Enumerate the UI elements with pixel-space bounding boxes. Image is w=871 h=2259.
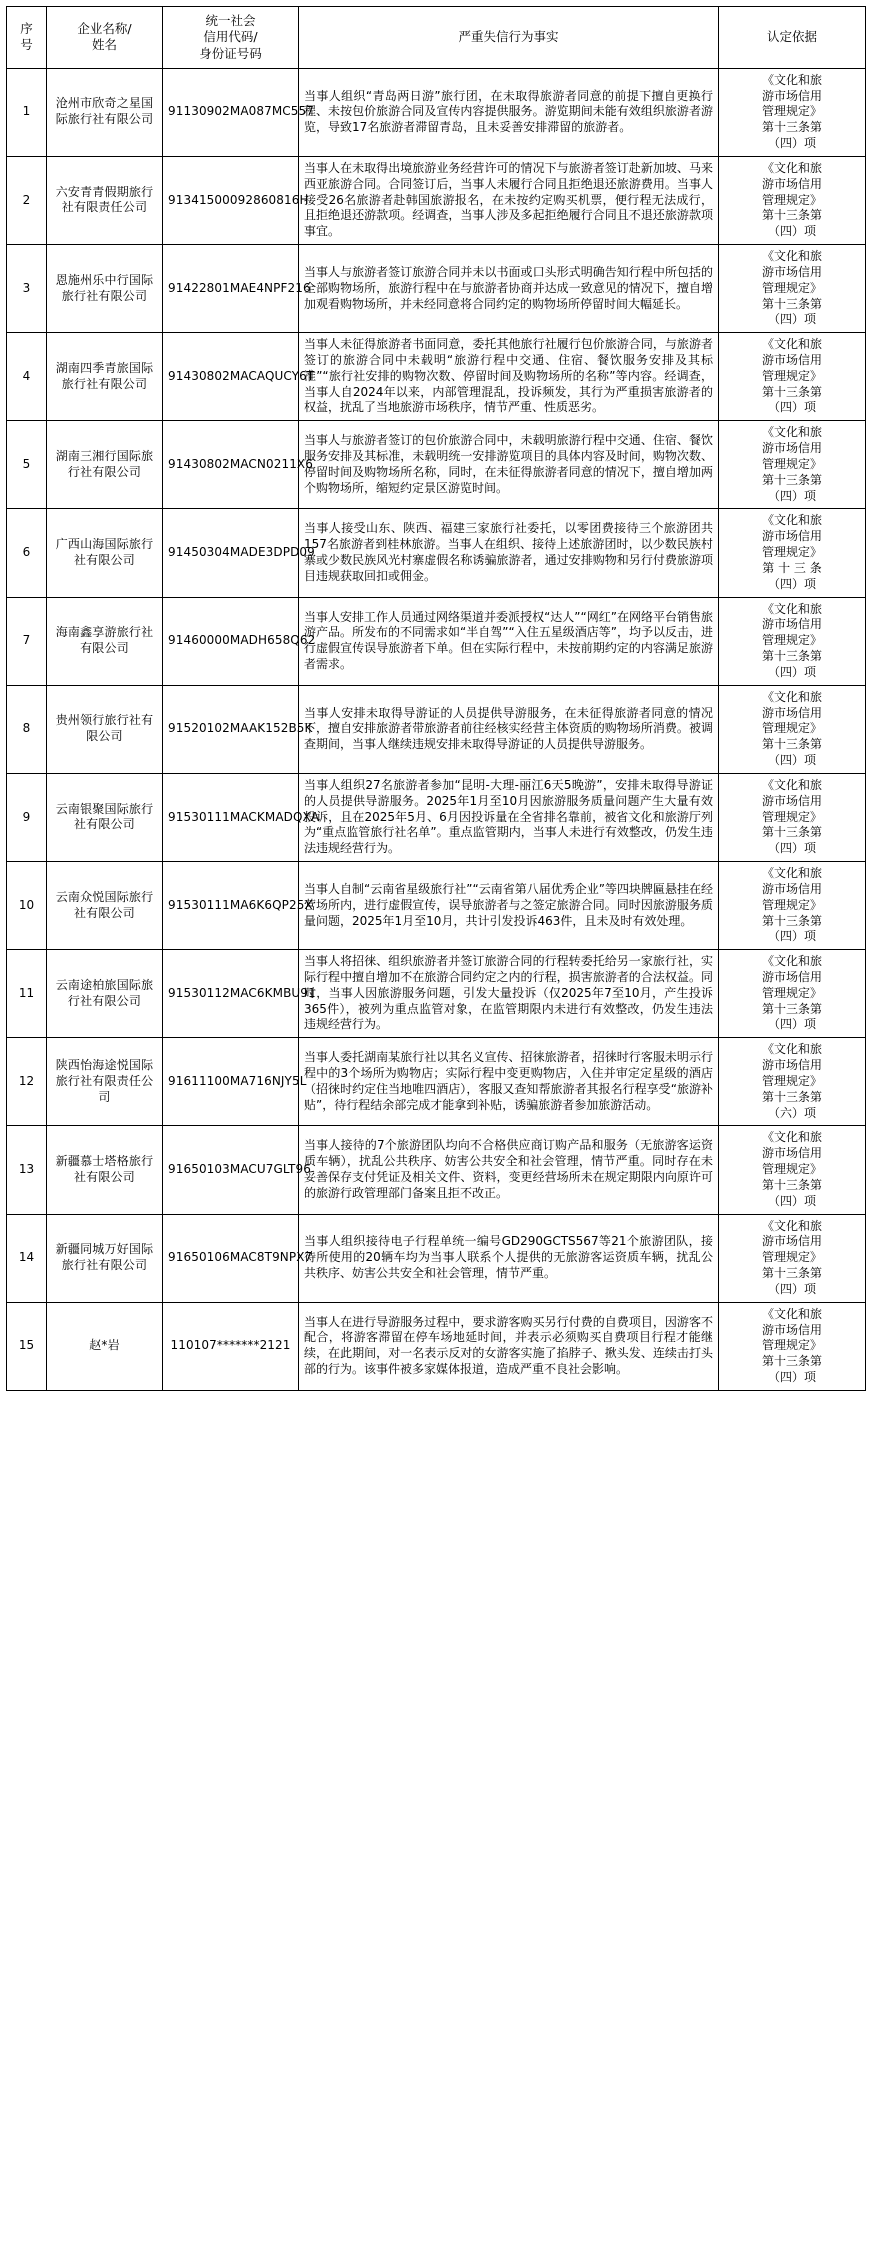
basis-line: 游市场信用 [761,617,822,632]
entity-name: 陕西怡海途悦国际旅行社有限责任公司 [47,1038,163,1126]
basis-line: （四）项 [767,136,816,151]
table-row [7,685,866,773]
header-line: 姓名 [91,37,117,53]
credit-code: 91520102MAAK152B5K [163,685,299,773]
row-index: 7 [7,597,47,685]
entity-name: 湖南四季青旅国际旅行社有限公司 [47,333,163,421]
credit-code: 91611100MA716NJY5L [163,1038,299,1126]
header-line: 信用代码/ [203,29,258,45]
basis-line: 《文化和旅 [761,160,822,175]
basis-line: （四）项 [767,841,816,856]
basis-line: 游市场信用 [761,881,822,896]
legal-basis [719,68,866,156]
basis-line: 第十三条第 [761,1177,822,1192]
header-row [7,7,866,69]
dishonesty-fact: 当事人组织接待电子行程单统一编号GD290GCTS567等21个旅游团队，接待所使用的20辆车均为当事人联系个人提供的无旅游客运资质车辆，扰乱公共秩序、妨害公共安全和社会管理，情节严重。 [299,1214,719,1302]
basis-line: 第十三条第 [761,913,822,928]
credit-code: 91650106MAC8T9NPX7 [163,1214,299,1302]
dishonesty-fact: 当事人安排工作人员通过网络渠道并委派授权“达人”“网红”在网络平台销售旅游产品。所发布的不同需求如“半自驾”“入住五星级酒店等”，均予以反击，进行虚假宣传误导旅游者下单。但在实际行程中，未按前期约定的内容满足旅游者需求。 [299,597,719,685]
legal-basis [719,597,866,685]
basis-line: 管理规定》 [761,104,822,119]
table-row [7,862,866,950]
basis-line: （四）项 [767,664,816,679]
table-row [7,1214,866,1302]
basis-line: 《文化和旅 [761,513,822,528]
basis-line: 游市场信用 [761,793,822,808]
basis-line: 管理规定》 [761,1250,822,1265]
table-row [7,421,866,509]
table-row [7,597,866,685]
row-index: 6 [7,509,47,597]
entity-name: 湖南三湘行国际旅行社有限公司 [47,421,163,509]
basis-line: 管理规定》 [761,545,822,560]
column-header-basis [719,7,866,69]
header-line: 身份证号码 [199,45,262,61]
legal-basis [719,509,866,597]
basis-line: 游市场信用 [761,1146,822,1161]
credit-code: 91430802MACN0211X6 [163,421,299,509]
basis-line: 第十三条第 [761,208,822,223]
basis-line: 第十三条第 [761,649,822,664]
basis-line: 游市场信用 [761,705,822,720]
basis-line: 游市场信用 [761,264,822,279]
table-row [7,156,866,244]
basis-line: 第十三条第 [761,1266,822,1281]
entity-name: 恩施州乐中行国际旅行社有限公司 [47,245,163,333]
basis-line: （四）项 [767,224,816,239]
basis-line: 《文化和旅 [761,866,822,881]
basis-line: 第十三条第 [761,1001,822,1016]
basis-line: （四）项 [767,753,816,768]
row-index: 8 [7,685,47,773]
basis-line: 管理规定》 [761,809,822,824]
header-line: 严重失信行为事实 [458,29,559,45]
dishonesty-fact: 当事人安排未取得导游证的人员提供导游服务，在未征得旅游者同意的情况下，擅自安排旅游者带旅游者前往经核实经营主体资质的购物场所消费。被调查期间，当事人继续违规安排未取得导游证的人员提供导游服务。 [299,685,719,773]
table-row [7,245,866,333]
basis-line: 第十三条第 [761,825,822,840]
dishonesty-fact: 当事人未征得旅游者书面同意，委托其他旅行社履行包价旅游合同，与旅游者签订的旅游合同中未载明“旅游行程中交通、住宿、餐饮服务安排及其标准”“旅行社安排的购物次数、停留时间及购物场所的名称”等内容。经调查，当事人自2024年以来，内部管理混乱，投诉频发，其行为严重损害旅游者的权益，扰乱了当地旅游市场秩序，情节严重、性质恶劣。 [299,333,719,421]
legal-basis [719,685,866,773]
table-head [7,7,866,69]
column-header-fact [299,7,719,69]
row-index: 9 [7,773,47,861]
basis-line: 《文化和旅 [761,1042,822,1057]
basis-line: 游市场信用 [761,1234,822,1249]
basis-line: 第十三条第 [761,737,822,752]
basis-line: 管理规定》 [761,192,822,207]
basis-line: 游市场信用 [761,88,822,103]
credit-code: 91530111MACKMADQXA [163,773,299,861]
legal-basis [719,1038,866,1126]
basis-line: （四）项 [767,400,816,415]
header-line: 认定依据 [766,29,817,45]
dishonesty-fact: 当事人接待的7个旅游团队均向不合格供应商订购产品和服务（无旅游客运资质车辆），扰乱公共秩序、妨害公共安全和社会管理，情节严重。同时存在未妥善保存支付凭证及相关文件、资料，变更经营场所未在规定期限内向原许可的旅游行政管理部门备案且拒不改正。 [299,1126,719,1214]
basis-line: （四）项 [767,1370,816,1385]
basis-line: 第十三条第 [761,1354,822,1369]
legal-basis [719,1302,866,1390]
basis-line: （四）项 [767,576,816,591]
basis-line: 《文化和旅 [761,601,822,616]
row-index: 11 [7,950,47,1038]
basis-line: 游市场信用 [761,441,822,456]
row-index: 14 [7,1214,47,1302]
basis-line: 管理规定》 [761,1162,822,1177]
row-index: 2 [7,156,47,244]
basis-line: 游市场信用 [761,176,822,191]
entity-name: 云南途柏旅国际旅行社有限公司 [47,950,163,1038]
table-row [7,1302,866,1390]
credit-code: 110107*******2121 [163,1302,299,1390]
legal-basis [719,245,866,333]
table-row [7,773,866,861]
basis-line: （四）项 [767,929,816,944]
dishonesty-fact: 当事人与旅游者签订旅游合同并未以书面或口头形式明确告知行程中所包括的全部购物场所，旅游行程中在与旅游者协商并达成一致意见的情况下，擅自增加观看购物场所，并未经同意将合同约定的购物场所停留时间大幅延长。 [299,245,719,333]
legal-basis [719,1126,866,1214]
basis-line: 管理规定》 [761,633,822,648]
entity-name: 云南银聚国际旅行社有限公司 [47,773,163,861]
legal-basis [719,950,866,1038]
row-index: 4 [7,333,47,421]
basis-line: 管理规定》 [761,1338,822,1353]
basis-line: 第 十 三 条 [762,560,822,575]
row-index: 3 [7,245,47,333]
credit-code: 91530111MA6K6QP25X [163,862,299,950]
basis-line: 《文化和旅 [761,689,822,704]
entity-name: 沧州市欣奇之星国际旅行社有限公司 [47,68,163,156]
entity-name: 六安青青假期旅行社有限责任公司 [47,156,163,244]
credit-code: 91530112MAC6KMBU91 [163,950,299,1038]
dishonesty-fact: 当事人组织27名旅游者参加“昆明-大理-丽江6天5晚游”，安排未取得导游证的人员提供导游服务。2025年1月至10月因旅游服务质量问题产生大量有效投诉，且在2025年5月、6月因投诉量在全省排名靠前，被省文化和旅游厅列为“重点监管旅行社名单”。重点监管期内，当事人未进行有效整改，仍发生违法违规经营行为。 [299,773,719,861]
basis-line: 《文化和旅 [761,954,822,969]
column-header-code [163,7,299,69]
dishonesty-fact: 当事人委托湖南某旅行社以其名义宣传、招徕旅游者，招徕时行客服未明示行程中的3个场所为购物店；实际行程中变更购物店，入住并审定定星级的酒店（招徕时约定住当地唯四酒店），客服又查知帮旅游者其报名行程享受“旅游补贴”，待行程结余部完成才能拿到补贴，诱骗旅游者参加旅游活动。 [299,1038,719,1126]
legal-basis [719,862,866,950]
row-index: 10 [7,862,47,950]
table-row [7,68,866,156]
basis-line: 游市场信用 [761,529,822,544]
credit-code: 91430802MACAQUCY6T [163,333,299,421]
basis-line: 《文化和旅 [761,1130,822,1145]
dishonesty-fact: 当事人与旅游者签订的包价旅游合同中，未载明旅游行程中交通、住宿、餐饮服务安排及其标准，未载明统一安排游览项目的具体内容及时间，购物次数、停留时间及购物场所名称，同时，在未征得旅游者同意的情况下，擅自增加两个购物场所，缩短约定景区游览时间。 [299,421,719,509]
basis-line: 《文化和旅 [761,1218,822,1233]
basis-line: 管理规定》 [761,897,822,912]
table-row [7,509,866,597]
credit-code: 91450304MADE3DPD09 [163,509,299,597]
basis-line: （四）项 [767,312,816,327]
header-line: 号 [20,37,33,53]
credit-code: 91422801MAE4NPF216 [163,245,299,333]
basis-line: 《文化和旅 [761,425,822,440]
basis-line: 管理规定》 [761,368,822,383]
basis-line: 游市场信用 [761,1058,822,1073]
dishonesty-fact: 当事人接受山东、陕西、福建三家旅行社委托，以零团费接待三个旅游团共157名旅游者到桂林旅游。当事人在组织、接待上述旅游团时，以少数民族村寨或少数民族风光村寨虚假名称诱骗旅游者，通过安排购物和另行付费旅游项目违规获取回扣或佣金。 [299,509,719,597]
entity-name: 新疆同城万好国际旅行社有限公司 [47,1214,163,1302]
basis-line: 第十三条第 [761,120,822,135]
table-row [7,1038,866,1126]
basis-line: 《文化和旅 [761,1306,822,1321]
basis-line: 第十三条第 [761,296,822,311]
entity-name: 海南鑫享游旅行社有限公司 [47,597,163,685]
basis-line: 游市场信用 [761,969,822,984]
basis-line: 《文化和旅 [761,337,822,352]
basis-line: 管理规定》 [761,721,822,736]
basis-line: 《文化和旅 [761,72,822,87]
basis-line: 第十三条第 [761,384,822,399]
basis-line: 《文化和旅 [761,249,822,264]
row-index: 15 [7,1302,47,1390]
entity-name: 新疆慕士塔格旅行社有限公司 [47,1126,163,1214]
row-index: 1 [7,68,47,156]
legal-basis [719,421,866,509]
basis-line: 管理规定》 [761,280,822,295]
header-line: 序 [20,21,33,37]
legal-basis [719,156,866,244]
header-line: 企业名称/ [77,21,132,37]
credit-code: 91650103MACU7GLT96 [163,1126,299,1214]
table-row [7,950,866,1038]
credit-code: 91130902MA087MC557 [163,68,299,156]
basis-line: 管理规定》 [761,985,822,1000]
credit-code: 91341500092860816H [163,156,299,244]
column-header-name [47,7,163,69]
basis-line: 管理规定》 [761,456,822,471]
basis-line: 第十三条第 [761,472,822,487]
serious-dishonesty-table [6,6,866,1391]
basis-line: （四）项 [767,1193,816,1208]
basis-line: 管理规定》 [761,1073,822,1088]
legal-basis [719,773,866,861]
credit-code: 91460000MADH658Q62 [163,597,299,685]
basis-line: 第十三条第 [761,1089,822,1104]
dishonesty-fact: 当事人在进行导游服务过程中，要求游客购买另行付费的自费项目，因游客不配合，将游客滞留在停车场地延时间，并表示必须购买自费项目行程才能继续，在此期间，对一名表示反对的女游客实施了掐脖子、揪头发、连续击打头部的行为。该事件被多家媒体报道，造成严重不良社会影响。 [299,1302,719,1390]
table-body [7,68,866,1390]
table-row [7,333,866,421]
row-index: 5 [7,421,47,509]
row-index: 13 [7,1126,47,1214]
dishonesty-fact: 当事人在未取得出境旅游业务经营许可的情况下与旅游者签订赴新加坡、马来西亚旅游合同。合同签订后，当事人未履行合同且拒绝退还旅游费用。当事人接受26名旅游者赴韩国旅游报名，在未按约定购买机票，便行程无法成行，且拒绝退还游款项。经调查，当事人涉及多起拒绝履行合同且不退还旅游款项事宜。 [299,156,719,244]
legal-basis [719,1214,866,1302]
dishonesty-fact: 当事人将招徕、组织旅游者并签订旅游合同的行程转委托给另一家旅行社，实际行程中擅自增加不在旅游合同约定之内的行程，损害旅游者的合法权益。同时，当事人因旅游服务问题，引发大量投诉（仅2025年7至10月，产生投诉365件），被列为重点监管对象，在监管期限内未进行有效整改，仍发生违法违规经营行为。 [299,950,719,1038]
dishonesty-fact: 当事人组织“青岛两日游”旅行团，在未取得旅游者同意的前提下擅自更换行程、未按包价旅游合同及宣传内容提供服务。游览期间未能有效组织旅游者游览，导致17名旅游者滞留青岛，且未妥善安排滞留的旅游者。 [299,68,719,156]
basis-line: （四）项 [767,1017,816,1032]
entity-name: 赵*岩 [47,1302,163,1390]
row-index: 12 [7,1038,47,1126]
legal-basis [719,333,866,421]
basis-line: （六）项 [767,1105,816,1120]
basis-line: 游市场信用 [761,1322,822,1337]
header-line: 统一社会 [205,13,256,28]
basis-line: （四）项 [767,1281,816,1296]
column-header-index [7,7,47,69]
basis-line: （四）项 [767,488,816,503]
basis-line: 游市场信用 [761,353,822,367]
basis-line: 《文化和旅 [761,777,822,792]
dishonesty-fact: 当事人自制“云南省星级旅行社”“云南省第八届优秀企业”等四块牌匾悬挂在经营场所内，进行虚假宣传，误导旅游者与之签定旅游合同。同时因旅游服务质量问题，2025年1月至10月，共计引发投诉463件，且未及时有效处理。 [299,862,719,950]
entity-name: 广西山海国际旅行社有限公司 [47,509,163,597]
entity-name: 贵州领行旅行社有限公司 [47,685,163,773]
table-row [7,1126,866,1214]
entity-name: 云南众悦国际旅行社有限公司 [47,862,163,950]
